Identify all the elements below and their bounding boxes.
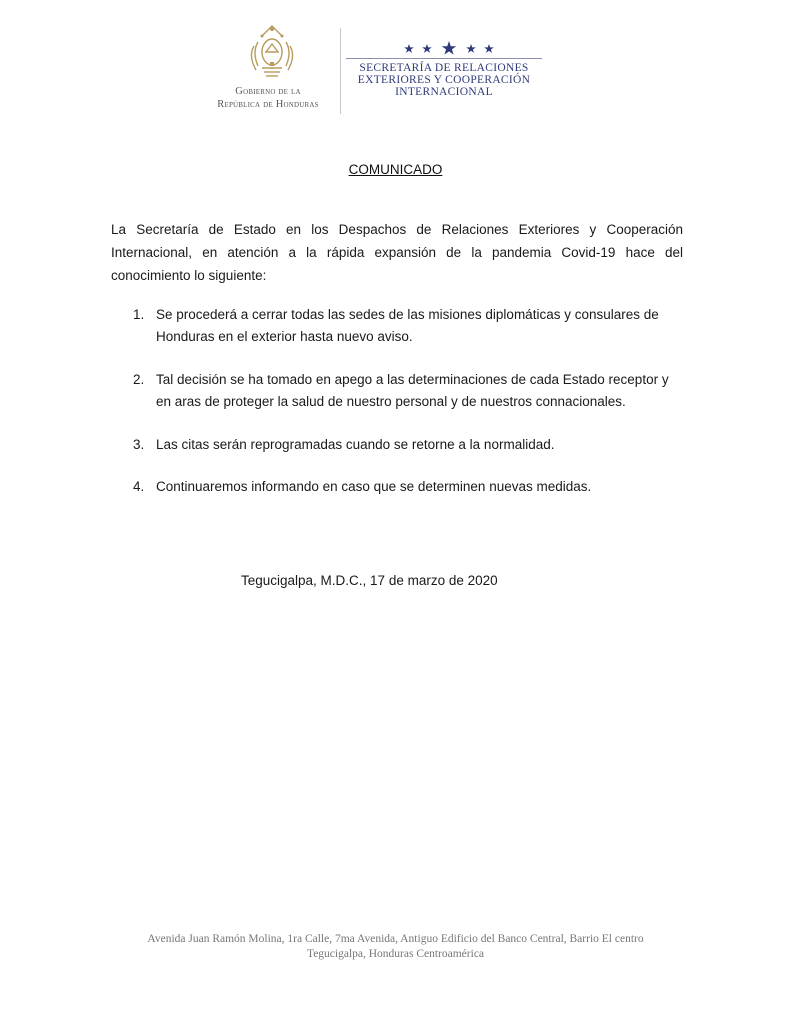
list-item-text: Tal decisión se ha tomado en apego a las determinaciones de cada Estado receptor y en aras de proteger la salud de nuestro personal y de nuestros connacionales. (156, 372, 669, 409)
government-logo-block (200, 22, 336, 122)
five-stars-icon (401, 40, 497, 56)
document-title: COMUNICADO (348, 162, 443, 177)
ministry-name-line2: EXTERIORES Y COOPERACIÓN (357, 74, 531, 86)
list-item (111, 304, 687, 348)
numbered-list (111, 304, 687, 519)
intro-paragraph: La Secretaría de Estado en los Despachos de Relaciones Exteriores y Cooperación Internacional, en atención a la rápida expansión de la pandemia Covid-19 hace del conocimiento lo siguiente: (111, 222, 683, 283)
list-item-number: 1. (133, 307, 145, 322)
date-line: Tegucigalpa, M.D.C., 17 de marzo de 2020 (241, 573, 498, 588)
footer-address-line2: Tegucigalpa, Honduras Centroamérica (306, 948, 485, 960)
letterhead (200, 22, 560, 122)
footer-address-line1: Avenida Juan Ramón Molina, 1ra Calle, 7ma Avenida, Antiguo Edificio del Banco Central, Barrio El centro (147, 933, 644, 945)
list-item-number: 3. (133, 437, 145, 452)
list-item-number: 2. (133, 372, 145, 387)
list-item-text: Se procederá a cerrar todas las sedes de las misiones diplomáticas y consulares de Honduras en el exterior hasta nuevo aviso. (156, 307, 659, 344)
government-name-line2: República de Honduras (217, 99, 319, 110)
ministry-name-line1: SECRETARÍA DE RELACIONES (359, 62, 529, 74)
list-item-text: Las citas serán reprogramadas cuando se retorne a la normalidad. (156, 437, 555, 452)
list-item (111, 476, 687, 498)
ministry-rule (346, 58, 542, 59)
government-name-line1: Gobierno de la (235, 86, 301, 97)
list-item-number: 4. (133, 479, 145, 494)
header-divider (340, 28, 341, 114)
list-item (111, 369, 687, 413)
list-item (111, 434, 687, 456)
ministry-name-line3: INTERNACIONAL (395, 86, 493, 98)
footer-address (0, 932, 791, 962)
list-item-text: Continuaremos informando en caso que se determinen nuevas medidas. (156, 479, 592, 494)
coat-of-arms-icon (244, 22, 300, 82)
